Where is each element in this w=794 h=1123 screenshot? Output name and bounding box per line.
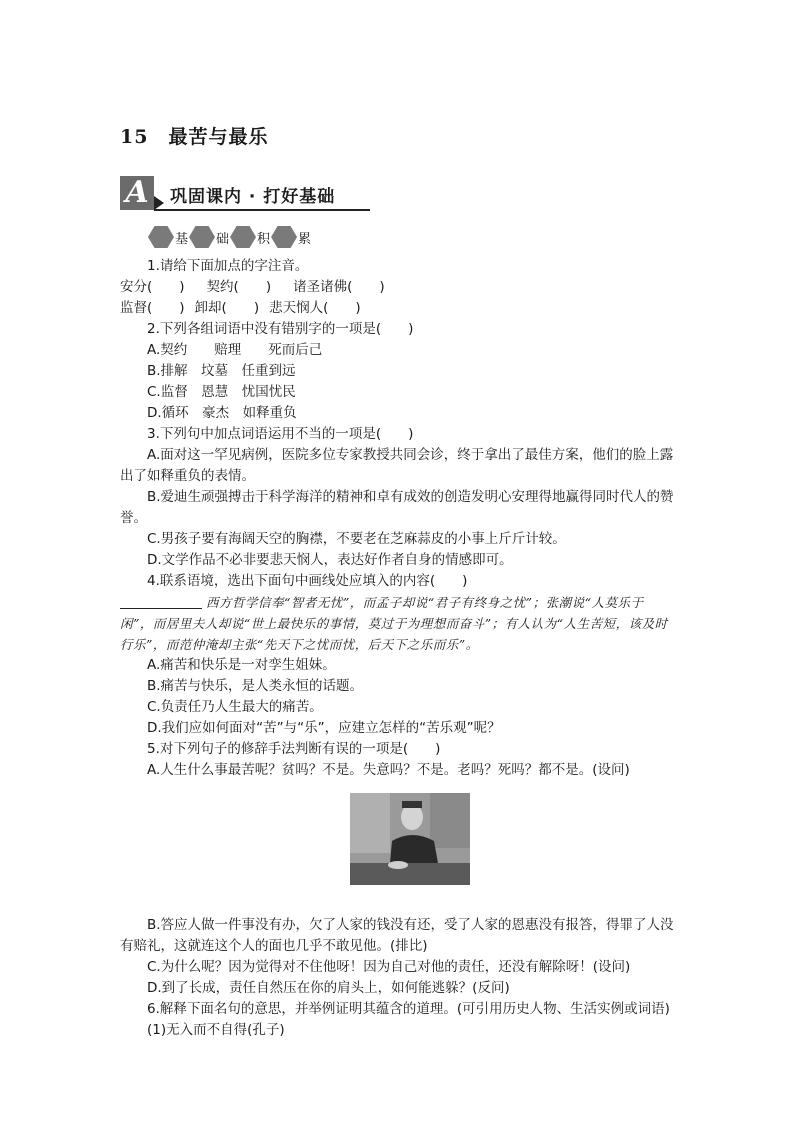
question-5-option: A.人生什么事最苦呢？贫吗？不是。失意吗？不是。老吗？死吗？都不是。(设问) (147, 762, 630, 778)
lesson-number: 15 (120, 126, 149, 148)
hexagon-icon (189, 226, 215, 248)
section-arrow-icon (154, 196, 164, 210)
lesson-name: 最苦与最乐 (168, 126, 269, 148)
question-2-option: D.循环 豪杰 如释重负 (147, 405, 297, 421)
question-4-stem: 4.联系语境，选出下面句中画线处应填入的内容( ) (147, 573, 468, 589)
question-4-option: C.负责任乃人生最大的痛苦。 (147, 699, 323, 715)
hexagon-icon (271, 226, 297, 248)
question-2-option: B.排解 坟墓 任重到远 (147, 363, 296, 379)
photo-area (120, 785, 676, 909)
question-5-stem: 5.对下列句子的修辞手法判断有误的一项是( ) (147, 741, 441, 757)
question-3-option: C.男孩子要有海阔天空的胸襟，不要老在芝麻蒜皮的小事上斤斤计较。 (147, 531, 566, 547)
question-5-option: D.到了长成，责任自然压在你的肩头上，如何能逃躲？(反问) (147, 980, 510, 996)
question-4-option: D.我们应如何面对“苦”与“乐”，应建立怎样的“苦乐观”呢？ (147, 720, 501, 736)
fill-blank-line (120, 594, 202, 609)
question-1-row-1: 安分( ) 契约( ) 诸圣诸佛( ) (120, 279, 385, 295)
question-4-passage: 西方哲学信奉“智者无忧”，而孟子却说“君子有终身之忧”；张潮说“人莫乐于闲”，而居里夫人却说“世上最快乐的事情，莫过于为理想而奋斗”；有人认为“人生苦短，该及时行乐”，而范仲淹却主张“先天下之忧而忧，后天下之乐而乐”。 (120, 595, 668, 652)
question-4-option: A.痛苦和快乐是一对孪生姐妹。 (147, 657, 336, 673)
question-2-option: A.契约 赔理 死而后己 (147, 342, 323, 358)
lesson-title (120, 122, 268, 149)
hexagon-icon (230, 226, 256, 248)
question-6-stem: 6.解释下面名句的意思，并举例证明其蕴含的道理。(可引用历史人物、生活实例或词语) (147, 1001, 670, 1017)
question-6-item: (1)无入而不自得(孔子) (147, 1022, 285, 1038)
sub-heading-item: 础 (189, 226, 229, 248)
section-letter-icon: A (120, 176, 154, 210)
question-3-option: A.面对这一罕见病例，医院多位专家教授共同会诊，终于拿出了最佳方案，他们的脸上露出了如释重负的表情。 (120, 447, 674, 484)
sub-heading-item: 基 (148, 226, 188, 248)
hexagon-icon (148, 226, 174, 248)
section-banner (120, 176, 372, 212)
question-2-option: C.监督 恩慧 忧国忧民 (147, 384, 296, 400)
question-4-option: B.痛苦与快乐，是人类永恒的话题。 (147, 678, 364, 694)
sub-heading-item: 累 (271, 226, 311, 248)
question-3-stem: 3.下列句中加点词语运用不当的一项是( ) (147, 426, 414, 442)
question-3-option: D.文学作品不必非要悲天悯人，表达好作者自身的情感即可。 (147, 552, 513, 568)
sub-heading (148, 225, 312, 249)
portrait-photo-icon (350, 793, 470, 885)
question-1-row-2: 监督( ) 卸却( ) 悲天悯人( ) (120, 300, 361, 316)
question-2-stem: 2.下列各组词语中没有错别字的一项是( ) (147, 321, 414, 337)
section-underline (154, 209, 370, 211)
question-3-option: B.爱迪生顽强搏击于科学海洋的精神和卓有成效的创造发明心安理得地赢得同时代人的赞誉。 (120, 489, 674, 526)
questions-content (120, 256, 676, 1041)
question-5-option: C.为什么呢？因为觉得对不住他呀！因为自己对他的责任，还没有解除呀！(设问) (147, 959, 631, 975)
question-5-option: B.答应人做一件事没有办，欠了人家的钱没有还，受了人家的恩惠没有报答，得罪了人没有赔礼，这就连这个人的面也几乎不敢见他。(排比) (120, 917, 674, 954)
question-1-stem: 1.请给下面加点的字注音。 (147, 258, 309, 274)
section-title: 巩固课内 · 打好基础 (170, 187, 336, 207)
sub-heading-item: 积 (230, 226, 270, 248)
